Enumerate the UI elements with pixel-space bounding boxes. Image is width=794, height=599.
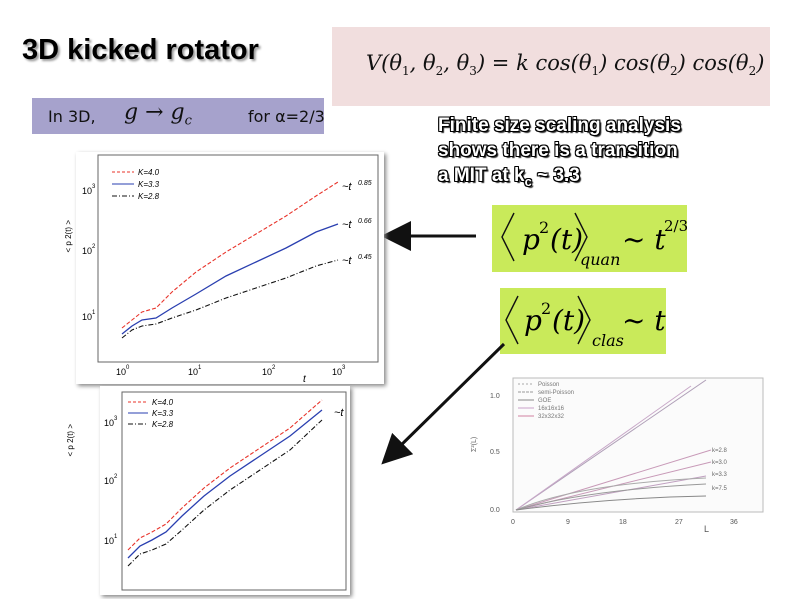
slide-title: 3D kicked rotator <box>22 34 259 66</box>
legend-k33: K=3.3 <box>152 409 174 418</box>
svg-text:(t): (t) <box>550 223 584 256</box>
svg-text:k=3.0: k=3.0 <box>712 460 727 466</box>
svg-text:~ t: ~ t <box>622 304 666 337</box>
svg-text:0: 0 <box>126 365 130 371</box>
legend-k28: K=2.8 <box>138 192 160 201</box>
y-tick-1e1: 10 <box>104 536 115 546</box>
x-tick-1e3: 10 <box>332 367 343 377</box>
right-plot-x-axis-label: L <box>704 524 710 532</box>
g-transition-formula: $g \to g_c$ <box>124 100 192 129</box>
svg-text:36: 36 <box>730 519 738 526</box>
svg-text:2: 2 <box>92 244 96 250</box>
svg-text:3: 3 <box>342 365 346 371</box>
slope-label-085: ~t <box>342 181 352 193</box>
svg-text:k=3.3: k=3.3 <box>712 472 727 478</box>
y-tick-1e1: 10 <box>82 312 93 322</box>
y-tick-00: 0.0 <box>490 507 500 514</box>
svg-text:1: 1 <box>114 534 118 540</box>
analysis-text: Finite size scaling analysis shows there is a transition a MIT at $k_c$ ~ 3.3 <box>438 115 681 189</box>
x-tick-1e2: 10 <box>262 367 273 377</box>
series-k40 <box>122 182 338 328</box>
svg-text:27: 27 <box>675 519 683 526</box>
right-plot-y-axis-label: Σ²(L) <box>471 436 478 452</box>
y-tick-10: 1.0 <box>490 393 500 400</box>
y-tick-05: 0.5 <box>490 449 500 456</box>
slope-label-045: ~t <box>342 255 352 267</box>
svg-text:16x16x16: 16x16x16 <box>538 406 565 412</box>
svg-text:semi-Poisson: semi-Poisson <box>538 390 575 396</box>
y-tick-1e2: 10 <box>82 246 93 256</box>
slope-label-linear: ~t <box>334 407 344 419</box>
svg-text:quan: quan <box>580 250 621 269</box>
svg-text:0: 0 <box>511 519 515 526</box>
y-tick-1e3: 10 <box>104 418 115 428</box>
top-plot-svg <box>76 152 384 384</box>
svg-text:32x32x32: 32x32x32 <box>538 414 565 420</box>
svg-text:2: 2 <box>272 365 276 371</box>
svg-text:18: 18 <box>619 519 627 526</box>
bottom-plot-svg <box>100 386 350 595</box>
svg-text:2: 2 <box>114 474 118 480</box>
series-k33 <box>128 410 322 558</box>
bottom-plot <box>100 386 350 595</box>
series-k28 <box>122 260 338 338</box>
bottom-plot-y-axis-label: < p 2(t) > <box>66 424 75 457</box>
svg-text:0.85: 0.85 <box>358 180 372 187</box>
y-tick-1e2: 10 <box>104 476 115 486</box>
series-k28 <box>128 420 322 566</box>
legend-k33: K=3.3 <box>138 180 160 189</box>
legend-k28: K=2.8 <box>152 420 174 429</box>
svg-text:3: 3 <box>114 416 118 422</box>
potential-formula-box <box>332 27 770 106</box>
svg-text:p: p <box>524 304 542 337</box>
x-tick-1e1: 10 <box>188 367 199 377</box>
svg-text:clas: clas <box>592 331 624 350</box>
slope-label-066: ~t <box>342 219 352 231</box>
top-plot <box>76 152 384 384</box>
svg-text:1: 1 <box>92 310 96 316</box>
potential-formula: $V(\theta_1$, $\theta_2$, $\theta_3) = k$ $\cos(\theta_1)$ $\cos(\theta_2)$ $\cos(\theta_2)$ <box>366 51 765 79</box>
svg-text:2: 2 <box>541 299 552 318</box>
svg-text:Poisson: Poisson <box>538 382 560 388</box>
svg-text:(t): (t) <box>552 304 586 337</box>
legend-k40: K=4.0 <box>152 398 174 407</box>
right-plot <box>456 372 768 532</box>
subtitle-box <box>32 98 324 134</box>
subtitle-prefix: In 3D, <box>48 107 96 126</box>
svg-text:2/3: 2/3 <box>664 217 687 235</box>
svg-text:3: 3 <box>92 184 96 190</box>
svg-text:p: p <box>522 223 540 256</box>
svg-text:k=7.5: k=7.5 <box>712 486 727 492</box>
y-tick-1e3: 10 <box>82 186 93 196</box>
x-axis-label: t <box>303 374 306 384</box>
svg-text:2: 2 <box>539 218 550 237</box>
series-k33 <box>122 224 338 334</box>
legend-k40: K=4.0 <box>138 168 160 177</box>
svg-text:1: 1 <box>198 365 202 371</box>
svg-text:9: 9 <box>566 519 570 526</box>
svg-text:GOE: GOE <box>538 398 552 404</box>
right-plot-svg <box>456 372 768 532</box>
svg-text:0.45: 0.45 <box>358 254 372 261</box>
top-plot-y-axis-label: < p 2(t) > <box>64 220 73 253</box>
svg-text:0.66: 0.66 <box>358 218 372 225</box>
x-tick-1e0: 10 <box>116 367 127 377</box>
subtitle-suffix: for α=2/3 <box>248 107 325 126</box>
svg-text:~ t: ~ t <box>622 223 666 256</box>
svg-text:k=2.8: k=2.8 <box>712 448 727 454</box>
